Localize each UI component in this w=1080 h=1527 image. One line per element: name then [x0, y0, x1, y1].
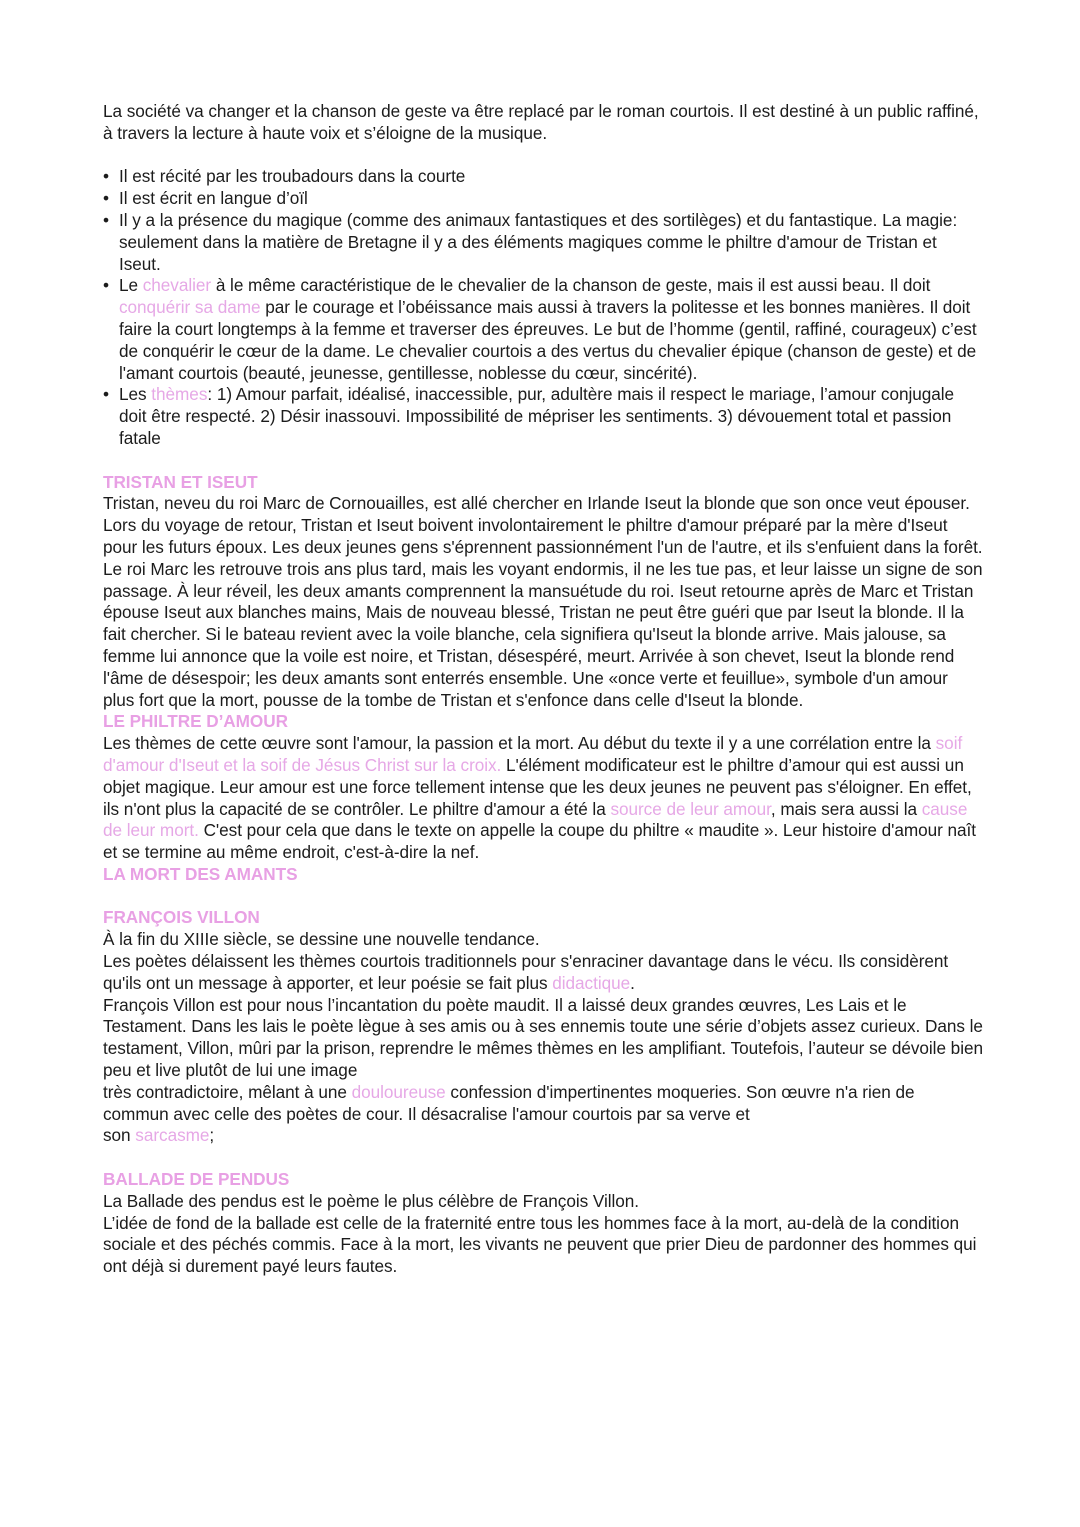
list-item: [103, 166, 983, 188]
highlight-text: douloureuse: [351, 1081, 446, 1102]
bullet-icon: •: [103, 209, 109, 230]
highlight-text: chevalier: [142, 275, 212, 296]
paragraph-text: C'est pour cela que dans le texte on appelle la coupe du philtre « maudite ». Leur histoire d'amour naît et se termine au même endroit, c'est-à-dire la nef.: [103, 820, 976, 863]
list-item-text: à le même caractéristique de le chevalier de la chanson de geste, mais il est aussi beau. Il doit: [211, 275, 931, 296]
paragraph-text: Les poètes délaissent les thèmes courtois traditionnels pour s'enraciner davantage dans le vécu. Ils considèrent qu'ils ont un message à apporter, et leur poésie se fait plus: [103, 951, 949, 993]
list-item-text: Il est écrit en langue d’oïl: [119, 188, 308, 209]
spacer: [103, 886, 983, 908]
list-item: [103, 188, 983, 210]
bullet-icon: •: [103, 275, 109, 296]
list-item-text: Le: [119, 275, 143, 296]
villon-paragraph-1: À la fin du XIIIe siècle, se dessine une nouvelle tendance.: [103, 929, 540, 950]
paragraph-text: très contradictoire, mêlant à une: [103, 1081, 352, 1102]
paragraph-text: , mais sera aussi la: [770, 798, 922, 819]
section-heading-tristan: TRISTAN ET ISEUT: [103, 471, 258, 492]
paragraph-text: L'élément modificateur est le philtre d’amour qui est aussi un objet magique. Leur amour est une force tellement intense que les deux jeunes ne peuvent pas s'éloigner. En effet, ils n'ont plus la capacité de se contrôler. Le philtre d'amour a été la: [103, 754, 972, 819]
spacer: [103, 1147, 983, 1169]
villon-paragraph-2: [103, 951, 983, 995]
list-item-text: Il est récité par les troubadours dans la courte: [119, 166, 466, 187]
section-heading-mort: LA MORT DES AMANTS: [103, 863, 298, 884]
list-item-text: Les: [119, 384, 152, 405]
highlight-text: cause de leur mort.: [103, 798, 968, 841]
paragraph-text: ;: [209, 1125, 215, 1146]
highlight-text: didactique: [552, 972, 631, 993]
ballade-paragraph-1: La Ballade des pendus est le poème le plus célèbre de François Villon.: [103, 1190, 640, 1211]
highlight-text: conquérir sa dame: [119, 297, 261, 318]
bullet-icon: •: [103, 384, 109, 405]
features-list: [103, 166, 983, 449]
paragraph-text: son: [103, 1125, 136, 1146]
spacer: [103, 450, 983, 472]
section-heading-villon: FRANÇOIS VILLON: [103, 907, 260, 928]
list-item: [103, 210, 983, 275]
intro-paragraph: La société va changer et la chanson de geste va être replacé par le roman courtois. Il est destiné à un public raffiné, à travers la lecture à haute voix et s’éloigne de la musique.: [103, 101, 979, 143]
spacer: [103, 145, 983, 167]
section-heading-philtre: LE PHILTRE D’AMOUR: [103, 711, 288, 732]
list-item-text: par le courage et l’obéissance mais aussi à travers la politesse et les bonnes manières. Il doit faire la court longtemps à la femme et traverser des épreuves. Le but de l’homme (gentil, raffiné, courageux) c’est de conquérir le cœur de la dame. Le chevalier courtois a des vertus du chevalier épique (chanson de geste) et de l'amant courtois (beauté, jeunesse, gentillesse, noblesse du cœur, sincérité).: [119, 297, 977, 383]
list-item-text: Il y a la présence du magique (comme des animaux fantastiques et des sortilèges) et du fantastique. La magie: seulement dans la matière de Bretagne il y a des éléments magiques comme le philtre d'amour de Tristan et Iseut.: [119, 209, 958, 274]
tristan-paragraph: Tristan, neveu du roi Marc de Cornouailles, est allé chercher en Irlande Iseut la blonde que son once veut épouser. Lors du voyage de retour, Tristan et Iseut boivent involontairement le philtre d'amour préparé par la mère d'Iseut pour les futurs époux. Les deux jeunes gens s'éprennent passionnément l'un de l'autre, et ils s'enfuient dans la forêt. Le roi Marc les retrouve trois ans plus tard, mais les voyant endormis, il ne les tue pas, et leur laisse un signe de son passage. À leur réveil, les deux amants comprennent la mansuétude du roi. Iseut retourne après de Marc et Tristan épouse Iseut aux blanches mains, Mais de nouveau blessé, Tristan ne peut être guéri que par Iseut la blonde. Il la fait chercher. Si le bateau revient avec la voile blanche, cela signifiera qu'Iseut la blonde arrive. Mais jalouse, sa femme lui annonce que la voile est noire, et Tristan, désespéré, meurt. Arrivée à son chevet, Iseut la blonde rend l'âme de désespoir; les deux amants sont enterrés ensemble. Une «once verte et feuillue», symbole d'un amour plus fort que la mort, pousse de la tombe de Tristan et s'enfonce dans celle d'Iseut la blonde.: [103, 493, 983, 710]
document-page: [103, 101, 983, 1278]
list-item: [103, 384, 983, 449]
paragraph-text: confession d'impertinentes moqueries. Son œuvre n'a rien de commun avec celle des poètes de cour. Il désacralise l'amour courtois par sa verve et: [103, 1081, 915, 1124]
section-heading-ballade: BALLADE DE PENDUS: [103, 1169, 290, 1190]
philtre-paragraph: [103, 733, 983, 864]
paragraph-text: Les thèmes de cette œuvre sont l'amour, la passion et la mort. Au début du texte il y a une corrélation entre la: [103, 733, 936, 754]
bullet-icon: •: [103, 188, 109, 209]
bullet-icon: •: [103, 166, 109, 187]
paragraph-text: François Villon est pour nous l’incantation du poète maudit. Il a laissé deux grandes œuvres, Les Lais et le Testament. Dans les lais le poète lègue à ses amis ou à ses ennemis toute une série d’objets assez curieux. Dans le testament, Villon, mûri par la prison, reprendre le mêmes thèmes en les amplifiant. Toutefois, l’auteur se dévoile bien peu et live plutôt de lui une image: [103, 994, 983, 1081]
highlight-text: sarcasme: [135, 1125, 210, 1146]
ballade-paragraph-2: L’idée de fond de la ballade est celle de la fraternité entre tous les hommes face à la mort, au-delà de la condition sociale et des péchés commis. Face à la mort, les vivants ne peuvent que prier Dieu de pardonner des hommes qui ont déjà si durement payé leurs fautes.: [103, 1212, 977, 1277]
highlight-text: source de leur amour: [610, 798, 771, 819]
highlight-text: thèmes: [151, 384, 208, 405]
villon-paragraph-3: [103, 995, 983, 1148]
highlight-text: soif d'amour d'Iseut et la soif de Jésus Christ sur la croix.: [103, 733, 963, 775]
paragraph-text: .: [630, 972, 635, 993]
list-item: [103, 275, 983, 384]
list-item-text: : 1) Amour parfait, idéalisé, inaccessible, pur, adultère mais il respect le mariage, l’amour conjugale doit être respecté. 2) Désir inassouvi. Impossibilité de mépriser les sentiments. 3) dévouement total et passion fatale: [119, 384, 955, 448]
